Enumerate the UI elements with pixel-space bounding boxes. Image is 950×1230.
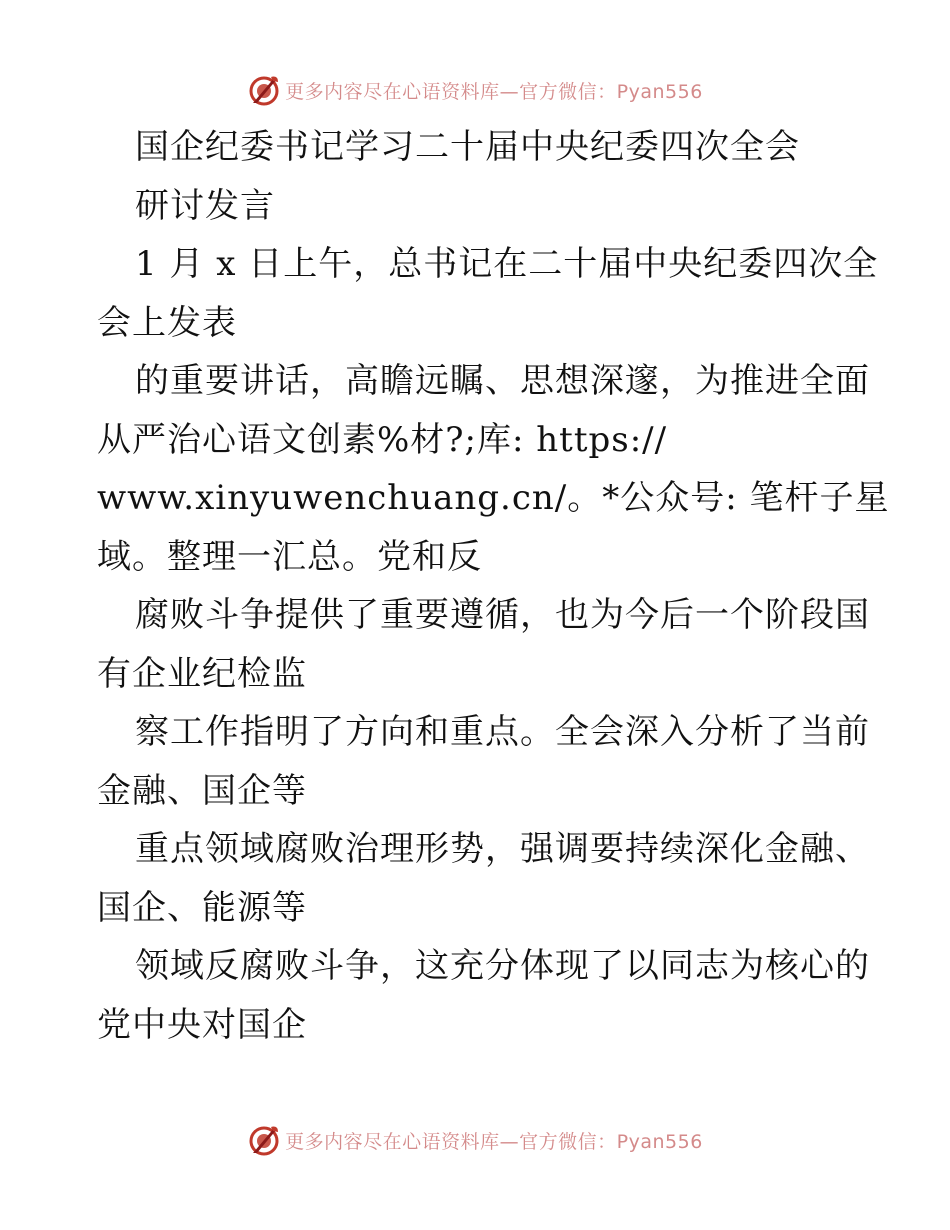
paragraph-line: 察工作指明了方向和重点。全会深入分析了当前 xyxy=(135,712,870,752)
document-title-line-1: 国企纪委书记学习二十届中央纪委四次全会 xyxy=(135,127,800,167)
paragraph-line: 从严治心语文创素%材?;库: https:// xyxy=(97,419,668,460)
paragraph-line: 国企、能源等 xyxy=(97,887,307,928)
document-body xyxy=(97,118,890,1054)
paragraph-line: 党中央对国企 xyxy=(97,1004,307,1045)
paragraph-line: 金融、国企等 xyxy=(97,770,307,811)
document-title-line-2: 研讨发言 xyxy=(135,185,275,226)
watermark-text: 更多内容尽在心语资料库—官方微信：Pyan556 xyxy=(285,1130,703,1153)
quill-logo-icon xyxy=(247,73,281,107)
paragraph-line: 有企业纪检监 xyxy=(97,653,307,694)
paragraph-line: 域。整理一汇总。党和反 xyxy=(97,536,482,577)
paragraph-line: 1 月 x 日上午，总书记在二十届中央纪委四次全 xyxy=(135,244,879,284)
header-watermark xyxy=(0,72,950,108)
paragraph-line: 腐败斗争提供了重要遵循，也为今后一个阶段国 xyxy=(135,595,870,635)
watermark-text: 更多内容尽在心语资料库—官方微信：Pyan556 xyxy=(285,80,703,103)
paragraph-line: 重点领域腐败治理形势，强调要持续深化金融、 xyxy=(135,829,870,869)
paragraph-line: 会上发表 xyxy=(97,302,237,343)
paragraph-line: 的重要讲话，高瞻远瞩、思想深邃，为推进全面 xyxy=(135,361,870,401)
paragraph-line: 领域反腐败斗争，这充分体现了以同志为核心的 xyxy=(135,946,870,986)
paragraph-line: www.xinyuwenchuang.cn/。*公众号: 笔杆子星 xyxy=(97,478,890,518)
footer-watermark xyxy=(0,1122,950,1158)
quill-logo-icon xyxy=(247,1123,281,1157)
